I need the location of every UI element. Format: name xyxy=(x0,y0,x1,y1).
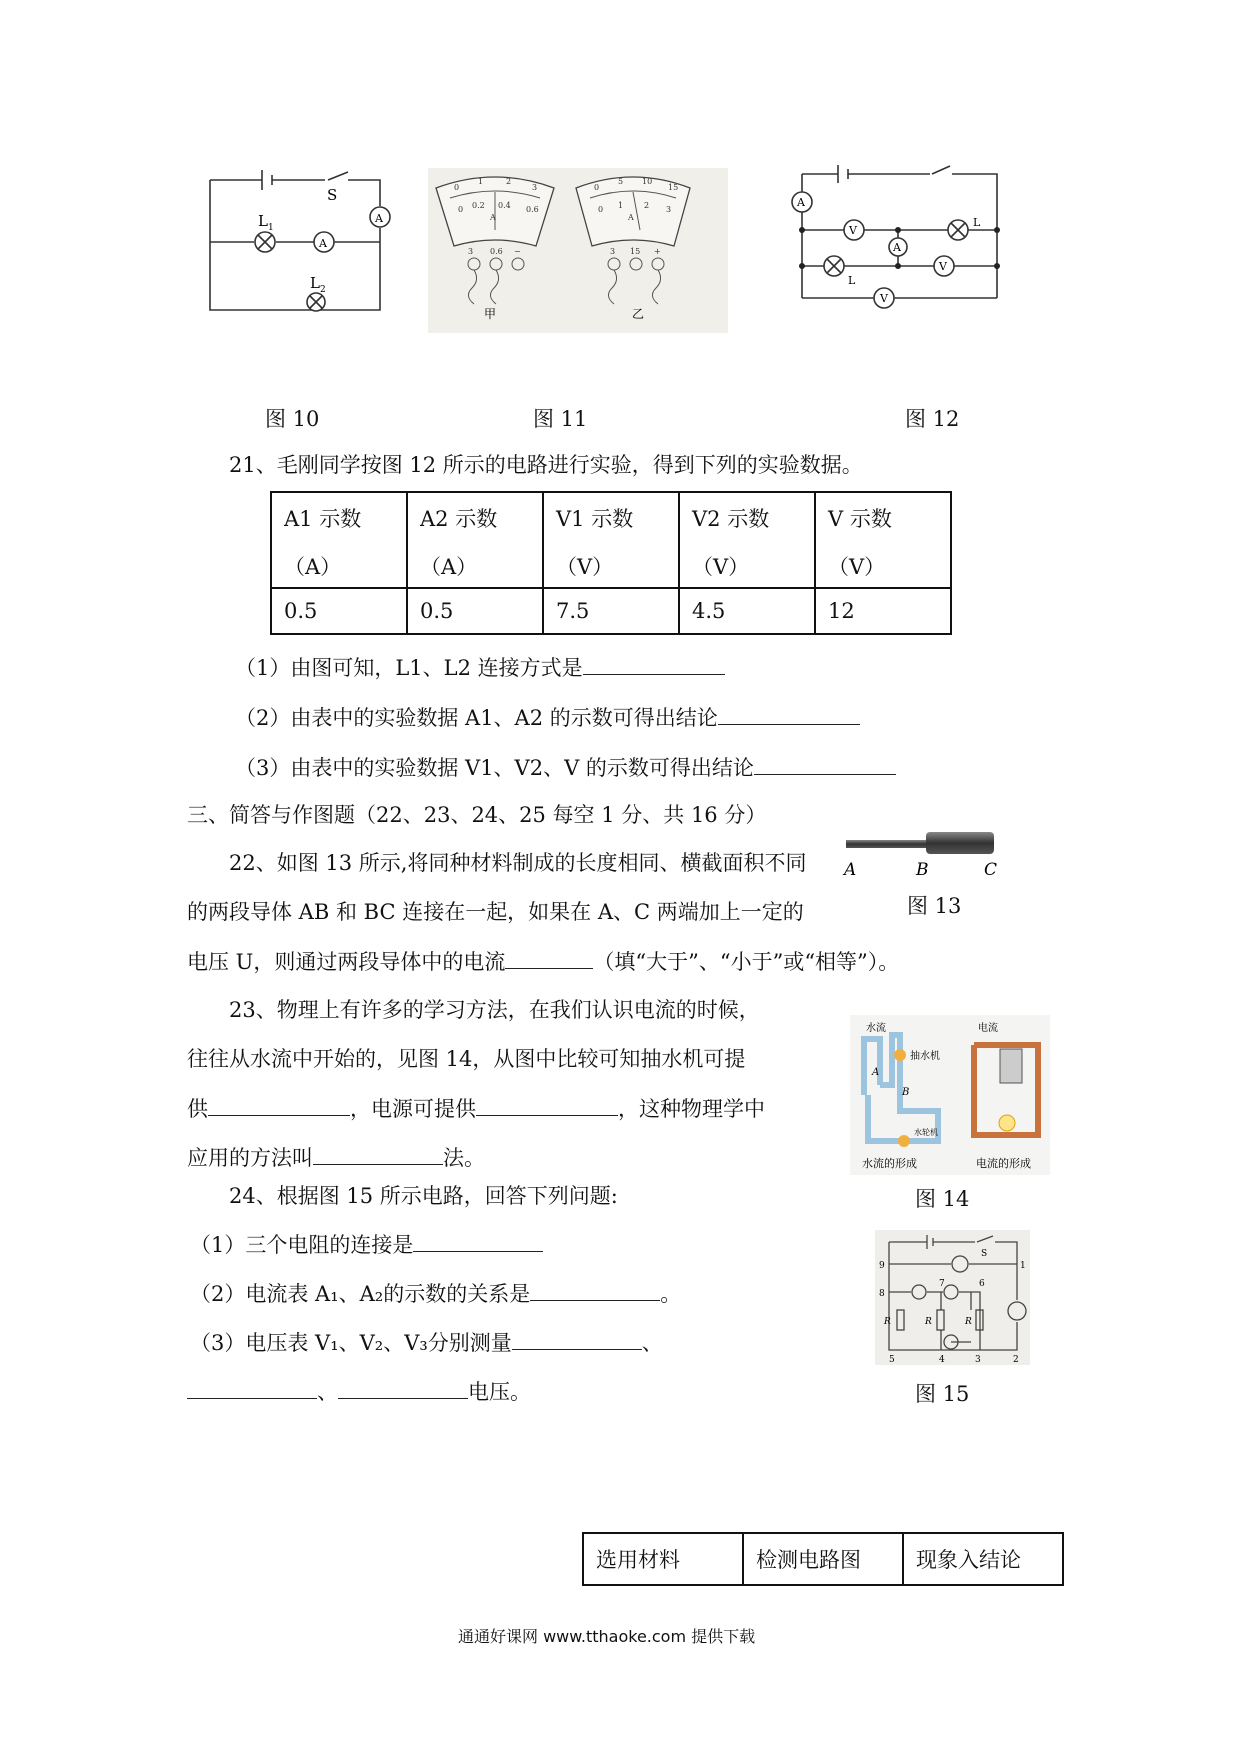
answer-blank[interactable] xyxy=(754,752,896,775)
fig14-left-bottom: 水流的形成 xyxy=(862,1157,917,1170)
fig11-right-bot-1: 1 xyxy=(618,201,624,210)
fig11-left-bot-3: 0.6 xyxy=(526,205,539,214)
q21-data-table xyxy=(270,491,952,635)
answer-blank[interactable] xyxy=(187,1376,317,1399)
fig12-caption: 图 12 xyxy=(905,407,960,431)
answer-blank[interactable] xyxy=(718,702,860,725)
fig12-l1-label: L xyxy=(973,216,981,229)
answer-blank[interactable] xyxy=(413,1229,543,1252)
fig15-r3: R xyxy=(965,1317,972,1327)
fig15-node-2: 2 xyxy=(1013,1355,1019,1365)
q21-sub1: （1）由图可知，L1、L2 连接方式是 xyxy=(235,652,725,683)
fig11-left-term-2: − xyxy=(514,247,521,256)
fig15-node-8: 8 xyxy=(879,1289,885,1299)
fig11-right-letter: A xyxy=(628,213,634,222)
fig11-left-top-0: 0 xyxy=(454,183,460,192)
fig11-left-top-1: 1 xyxy=(478,177,484,186)
q23-line2: 往往从水流中开始的，见图 14，从图中比较可知抽水机可提 xyxy=(187,1047,746,1071)
fig11-right-top-0: 0 xyxy=(594,183,600,192)
answer-blank[interactable] xyxy=(476,1093,618,1116)
fig13-point-a: A xyxy=(844,860,857,878)
figure-10-circuit xyxy=(200,160,400,330)
fig14-right-title: 电流 xyxy=(978,1023,998,1034)
q21-header-a2: A2 示数 （A） xyxy=(407,492,543,588)
fig10-lamp2-label: L xyxy=(310,274,320,292)
fig14-point-a: A xyxy=(872,1067,880,1078)
q21-sub3: （3）由表中的实验数据 V1、V2、V 的示数可得出结论 xyxy=(235,752,896,783)
q24-sub3: （3）电压表 V₁、V₂、V₃分别测量 、 xyxy=(190,1327,663,1358)
q21-header-v1: V1 示数 （V） xyxy=(543,492,679,588)
q21-value-a2: 0.5 xyxy=(407,588,543,634)
q24-sub2: （2）电流表 A₁、A₂的示数的关系是 。 xyxy=(190,1278,681,1309)
figure-15-circuit xyxy=(875,1230,1030,1365)
fig10-lamp1-label: L xyxy=(258,212,268,230)
fig11-left-letter: A xyxy=(490,213,496,222)
fig11-right-top-3: 15 xyxy=(668,183,679,192)
q21-value-v1: 7.5 xyxy=(543,588,679,634)
figure-13-conductor xyxy=(838,830,1003,878)
fig11-right-term-2: + xyxy=(654,247,661,256)
fig12-a1-label: A xyxy=(797,196,805,209)
q21-value-v: 12 xyxy=(815,588,951,634)
fig10-lamp1-sub: 1 xyxy=(268,223,274,233)
fig11-left-bot-2: 0.4 xyxy=(498,201,511,210)
q21-value-v2: 4.5 xyxy=(679,588,815,634)
fig12-l2-label: L xyxy=(848,274,856,287)
fig11-caption: 图 11 xyxy=(533,407,588,431)
q24-line4: 、 电压。 xyxy=(187,1376,531,1407)
q24-line1: 24、根据图 15 所示电路，回答下列问题: xyxy=(229,1184,618,1208)
fig11-right-term-1: 15 xyxy=(630,247,641,256)
fig15-node-4: 4 xyxy=(939,1355,945,1365)
answer-blank[interactable] xyxy=(512,1327,642,1350)
fig10-switch-label: S xyxy=(327,186,338,204)
q21-intro: 21、毛刚同学按图 12 所示的电路进行实验，得到下列的实验数据。 xyxy=(229,453,863,477)
fig13-caption: 图 13 xyxy=(907,894,962,918)
fig15-caption: 图 15 xyxy=(915,1382,970,1406)
fig14-point-b: B xyxy=(902,1087,910,1098)
fig15-node-5: 5 xyxy=(889,1355,895,1365)
fig10-ammeter2-label: A xyxy=(319,237,327,250)
fig15-switch: S xyxy=(981,1249,988,1259)
fig11-left-top-3: 3 xyxy=(532,183,538,192)
q22-line3: 电压 U，则通过两段导体中的电流 （填“大于”、“小于”或“相等”）。 xyxy=(187,946,899,977)
fig12-v-label: V xyxy=(880,292,888,305)
fig11-right-top-2: 10 xyxy=(642,177,653,186)
fig11-left-term-0: 3 xyxy=(468,247,474,256)
page-footer: 通通好课网 www.tthaoke.com 提供下载 xyxy=(458,1627,756,1646)
fig11-right-top-1: 5 xyxy=(618,177,624,186)
fig13-point-c: C xyxy=(984,860,998,878)
fig15-r2: R xyxy=(925,1317,932,1327)
fig15-node-7: 7 xyxy=(939,1279,945,1289)
fig15-node-3: 3 xyxy=(975,1355,981,1365)
fig11-left-bot-1: 0.2 xyxy=(472,201,485,210)
fig14-turbine: 水轮机 xyxy=(914,1128,938,1137)
fig10-lamp2-sub: 2 xyxy=(320,285,326,295)
fig14-right-bottom: 电流的形成 xyxy=(976,1157,1031,1170)
answer-blank[interactable] xyxy=(530,1278,660,1301)
fig15-r1: R xyxy=(884,1317,891,1327)
figure-14-water-current xyxy=(850,1015,1050,1175)
q23-line4: 应用的方法叫 法。 xyxy=(187,1142,485,1173)
q22-line1: 22、如图 13 所示,将同种材料制成的长度相同、横截面积不同 xyxy=(229,851,807,875)
materials-table-col-1: 选用材料 xyxy=(583,1533,743,1585)
q21-value-a1: 0.5 xyxy=(271,588,407,634)
fig14-pump: 抽水机 xyxy=(910,1051,940,1062)
answer-blank[interactable] xyxy=(505,946,593,969)
q22-line2: 的两段导体 AB 和 BC 连接在一起，如果在 A、C 两端加上一定的 xyxy=(187,900,804,924)
fig11-right-bot-3: 3 xyxy=(666,205,672,214)
q21-sub2: （2）由表中的实验数据 A1、A2 的示数可得出结论 xyxy=(235,702,860,733)
fig14-left-title: 水流 xyxy=(866,1023,886,1034)
answer-blank[interactable] xyxy=(338,1376,468,1399)
fig10-ammeter-label: A xyxy=(375,212,383,225)
fig11-left-label: 甲 xyxy=(484,307,497,321)
materials-table xyxy=(582,1532,1064,1586)
fig15-node-6: 6 xyxy=(979,1279,985,1289)
q23-line1: 23、物理上有许多的学习方法，在我们认识电流的时候， xyxy=(229,998,760,1022)
answer-blank[interactable] xyxy=(208,1093,350,1116)
materials-table-col-2: 检测电路图 xyxy=(743,1533,903,1585)
fig12-a2-label: A xyxy=(893,241,901,254)
fig11-right-label: 乙 xyxy=(632,307,645,321)
fig10-caption: 图 10 xyxy=(265,407,320,431)
fig15-node-9: 9 xyxy=(879,1261,885,1271)
q21-header-a1: A1 示数 （A） xyxy=(271,492,407,588)
answer-blank[interactable] xyxy=(583,652,725,675)
figure-11-meters xyxy=(428,168,728,333)
fig12-v2-label: V xyxy=(939,260,947,273)
figure-12-circuit xyxy=(790,160,1010,330)
q24-sub1: （1）三个电阻的连接是 xyxy=(190,1229,543,1260)
q21-header-v2: V2 示数 （V） xyxy=(679,492,815,588)
q23-line3: 供 ，电源可提供 ，这种物理学中 xyxy=(187,1093,765,1124)
fig11-right-term-0: 3 xyxy=(610,247,616,256)
q21-header-v: V 示数 （V） xyxy=(815,492,951,588)
fig11-left-term-1: 0.6 xyxy=(490,247,503,256)
fig15-node-1: 1 xyxy=(1020,1261,1026,1271)
fig11-left-bot-0: 0 xyxy=(458,205,464,214)
fig11-right-bot-0: 0 xyxy=(598,205,604,214)
answer-blank[interactable] xyxy=(313,1142,443,1165)
fig11-right-bot-2: 2 xyxy=(644,201,650,210)
fig11-left-top-2: 2 xyxy=(506,177,512,186)
section-3-heading: 三、简答与作图题（22、23、24、25 每空 1 分、共 16 分） xyxy=(187,803,767,827)
fig13-point-b: B xyxy=(916,860,929,878)
fig14-caption: 图 14 xyxy=(915,1187,970,1211)
materials-table-col-3: 现象入结论 xyxy=(903,1533,1063,1585)
fig12-v1-label: V xyxy=(849,224,857,237)
